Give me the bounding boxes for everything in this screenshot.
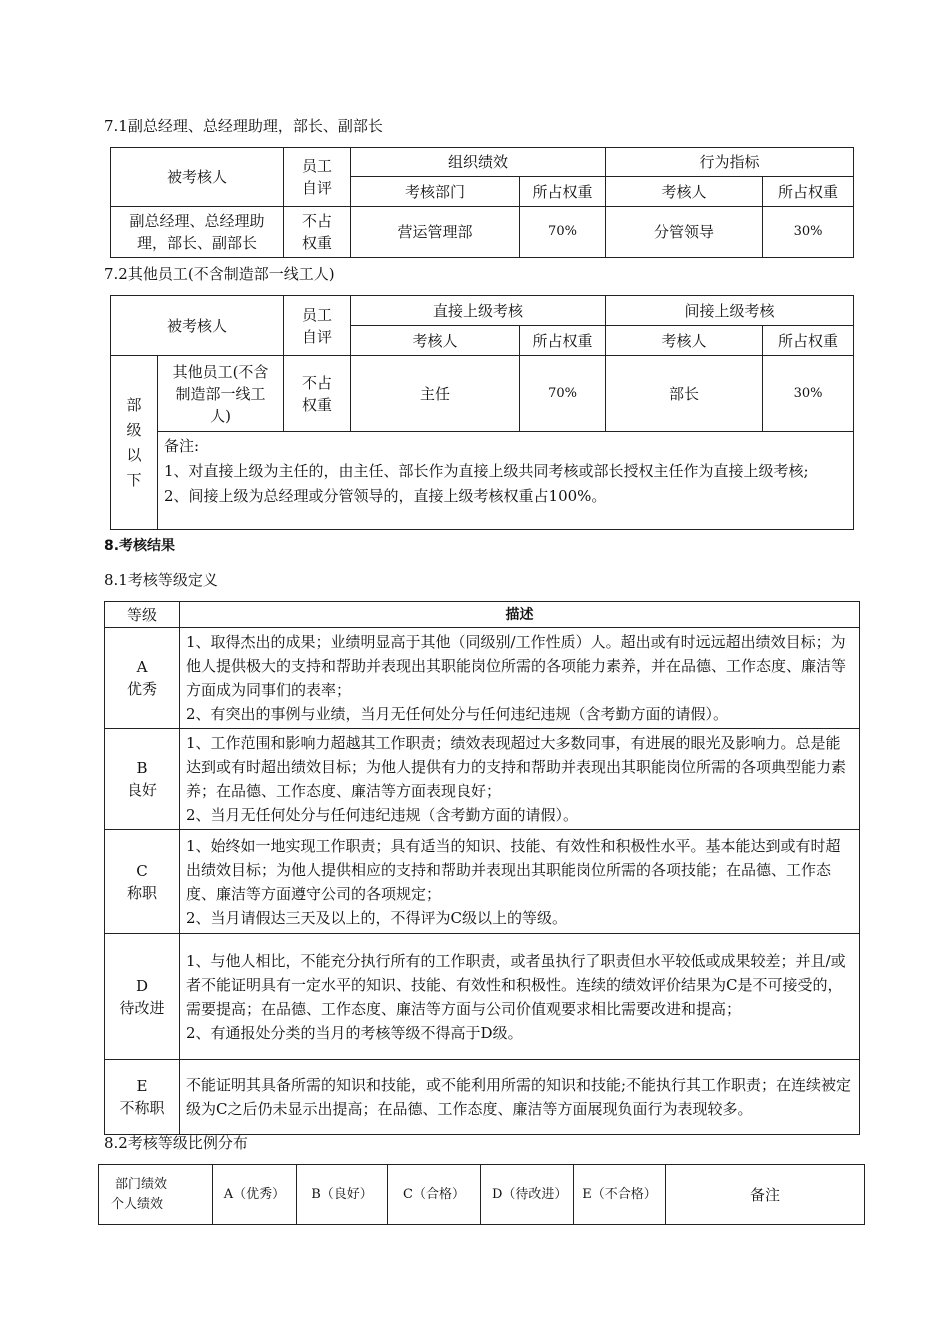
header-assessor: 考核人 [351,326,520,356]
header-assessor: 考核人 [606,326,763,356]
header-weight: 所占权重 [763,326,854,356]
row-assessor: 分管领导 [606,207,763,258]
header-weight: 所占权重 [520,177,606,207]
header-assessee: 被考核人 [111,148,284,207]
header-org-perf: 组织绩效 [351,148,606,177]
row-indirect-assessor: 部长 [606,356,763,432]
dist-col-a: A（优秀） [213,1165,297,1225]
notes-line-2: 2、间接上级为总经理或分管领导的，直接上级考核权重占100%。 [164,487,607,505]
header-weight: 所占权重 [520,326,606,356]
row-dept-weight: 70% [520,207,606,258]
header-direct: 直接上级考核 [351,296,606,326]
header-self-eval: 员工自评 [284,148,351,207]
grade-a-description: 1、取得杰出的成果；业绩明显高于其他（同级别/工作性质）人。超出或有时远远超出绩效目标；为他人提供极大的支持和帮助并表现出其职能岗位所需的各项能力素养，并在品德、工作态度、廉洁等方面成为同事们的表率； 2、有突出的事例与业绩，当月无任何处分与任何违纪违规（含考勤方面的请假）。 [180,628,860,729]
row-indirect-weight: 30% [763,356,854,432]
header-behavior: 行为指标 [606,148,854,177]
grade-c-description: 1、始终如一地实现工作职责；具有适当的知识、技能、有效性和积极性水平。基本能达到或有时超出绩效目标；为他人提供相应的支持和帮助并表现出其职能岗位所需的各项技能；在品德、工作态度、廉洁等方面遵守公司的各项规定； 2、当月请假达三天及以上的，不得评为C级以上的等级。 [180,830,860,934]
header-assess-dept: 考核部门 [351,177,520,207]
dist-col-d: D（待改进） [481,1165,574,1225]
section-7-2-heading: 7.2其他员工(不含制造部一线工人) [104,265,335,283]
grade-distribution-table [98,1164,865,1225]
header-description: 描述 [180,602,860,628]
row-self-eval: 不占权重 [284,207,351,258]
header-indirect: 间接上级考核 [606,296,854,326]
grade-c: C 称职 [105,830,180,934]
row-direct-assessor: 主任 [351,356,520,432]
dist-col-e: E（不合格） [574,1165,666,1225]
notes-cell [158,432,854,530]
notes-line-1: 1、对直接上级为主任的，由主任、部长作为直接上级共同考核或部长授权主任作为直接上级考核; [164,462,809,480]
notes-title: 备注: [164,437,200,455]
table-7-1 [110,147,854,258]
header-weight: 所占权重 [763,177,854,207]
row-assessee: 其他员工(不含制造部一线工人) [158,356,284,432]
row-direct-weight: 70% [520,356,606,432]
grade-e-description: 不能证明其具备所需的知识和技能，或不能利用所需的知识和技能;不能执行其工作职责；在连续被定级为C之后仍未显示出提高；在品德、工作态度、廉洁等方面展现负面行为表现较多。 [180,1060,860,1135]
dist-col-c: C（合格） [388,1165,481,1225]
dist-col-note: 备注 [666,1165,865,1225]
dist-col-b: B（良好） [297,1165,388,1225]
section-8-heading: 8.考核结果 [104,538,176,554]
header-assessor: 考核人 [606,177,763,207]
grade-d-description: 1、与他人相比，不能充分执行所有的工作职责，或者虽执行了职责但水平较低或成果较差；并且/或者不能证明具有一定水平的知识、技能、有效性和积极性。连续的绩效评价结果为C是不可接受的，需要提高；在品德、工作态度、廉洁等方面与公司价值观要求相比需要改进和提高； 2、有通报处分类的当月的考核等级不得高于D级。 [180,934,860,1060]
header-grade: 等级 [105,602,180,628]
header-self-eval: 员工自评 [284,296,351,356]
grade-d: D 待改进 [105,934,180,1060]
section-7-1-heading: 7.1副总经理、总经理助理，部长、副部长 [104,117,383,135]
section-8-2-heading: 8.2考核等级比例分布 [104,1134,248,1152]
row-self-eval: 不占权重 [284,356,351,432]
grade-e: E 不称职 [105,1060,180,1135]
section-8-1-heading: 8.1考核等级定义 [104,571,218,589]
grade-definition-table [104,601,860,1135]
header-assessee: 被考核人 [111,296,284,356]
row-dept: 营运管理部 [351,207,520,258]
corner-cell: 部门绩效 个人绩效 [99,1165,213,1225]
grade-a: A 优秀 [105,628,180,729]
grade-b-description: 1、工作范围和影响力超越其工作职责；绩效表现超过大多数同事，有进展的眼光及影响力。总是能达到或有时超出绩效目标；为他人提供有力的支持和帮助并表现出其职能岗位所需的各项典型能力素养；在品德、工作态度、廉洁等方面表现良好； 2、当月无任何处分与任何违纪违规（含考勤方面的请假）。 [180,729,860,830]
grade-b: B 良好 [105,729,180,830]
row-assessee: 副总经理、总经理助理，部长、副部长 [111,207,284,258]
row-assessor-weight: 30% [763,207,854,258]
table-7-2 [110,295,854,530]
level-cell: 部级以下 [111,356,158,530]
